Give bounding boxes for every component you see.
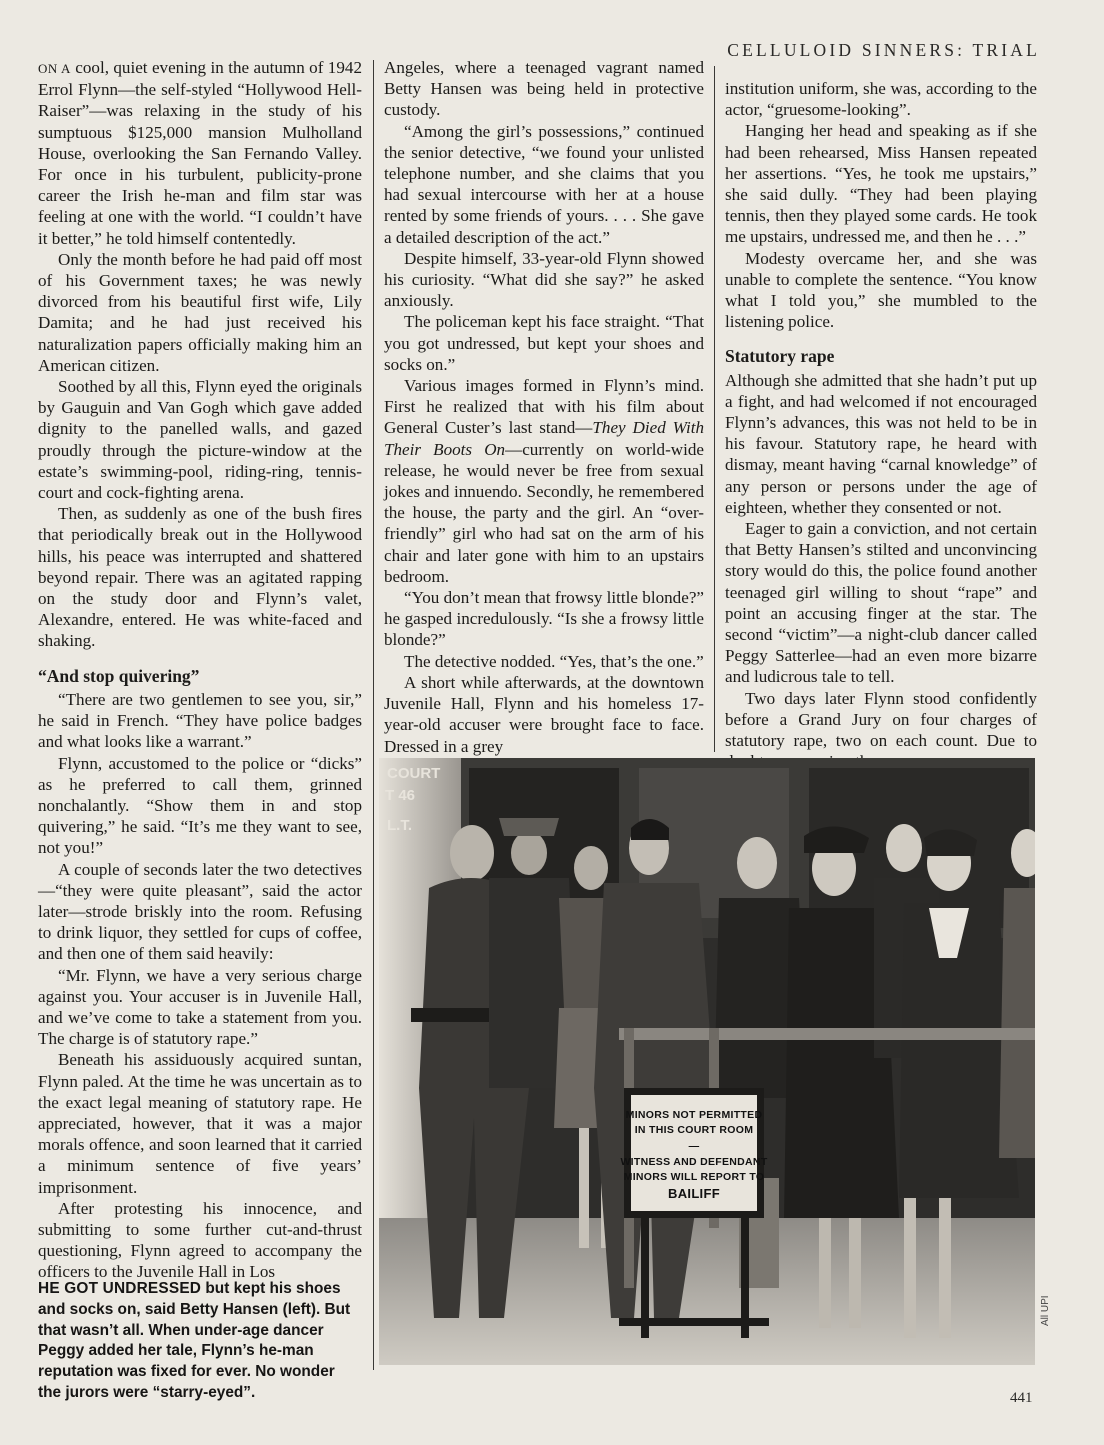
paragraph: institution uniform, she was, according to the actor, “gruesome-looking”. — [725, 79, 1037, 120]
sign-line: WITNESS AND DEFENDANT — [620, 1156, 768, 1168]
film-title: They Died With Their Boots On — [384, 418, 704, 459]
paragraph: Despite himself, 33-year-old Flynn showed his curiosity. “What did she say?” he asked anxiously. — [384, 248, 704, 311]
article-column-2 — [384, 57, 704, 757]
caption-lead: HE GOT UNDRESSED — [38, 1280, 202, 1297]
paragraph: Then, as suddenly as one of the bush fires that periodically break out in the Hollywood hills, his peace was interrupted and shattered beyond repair. There was an agitated rapping on the study door and Flynn’s valet, Alexandre, entered. He was white-faced and shaking. — [38, 504, 362, 651]
paragraph — [38, 57, 362, 249]
paragraph: Modesty overcame her, and she was unable to complete the sentence. “You know what I told you,” she mumbled to the listening police. — [725, 248, 1037, 332]
paragraph-text: Various images formed in Flynn’s mind. First he realized that with his film about General Custer’s last stand— — [384, 376, 704, 438]
courtroom-photo — [379, 758, 1035, 1365]
paragraph: A couple of seconds later the two detectives—“they were quite pleasant”, said the actor later—strode briskly into the room. Refusing to drink liquor, they settled for cups of coffee, and then one of them said heavily: — [38, 859, 362, 964]
paragraph-text: —currently on world-wide release, he would never be free from sexual jokes and innuendo. Secondly, he remembered the house, the party and the girl. An “over-friendly” girl who had sat on the arm of his chair and later gone with him to an upstairs bedroom. — [384, 439, 704, 586]
column-divider — [714, 66, 715, 752]
page-number: 441 — [1010, 1390, 1033, 1406]
photo-credit: All UPI — [1040, 1295, 1051, 1326]
paragraph: “You don’t mean that frowsy little blonde?” he gasped incredulously. “Is she a frowsy little blonde?” — [384, 588, 704, 650]
paragraph: Soothed by all this, Flynn eyed the originals by Gauguin and Van Gogh which gave added dignity to the panelled walls, and gazed proudly through the picture-window at the estate’s swimming-pool, riding-ring, tennis-court and cock-fighting arena. — [38, 377, 362, 503]
subheading: “And stop quivering” — [38, 665, 200, 686]
caption-text: but kept his shoes and socks on, said Betty Hansen (left). But that wasn’t all. When under-age dancer Peggy added her tale, Flynn’s he-man reputation was fixed for ever. No wonder the jurors were “starry-eyed”. — [38, 1280, 351, 1401]
article-column-3 — [725, 78, 1037, 773]
paragraph: Hanging her head and speaking as if she had been rehearsed, Miss Hansen repeated her assertions. “Yes, he took me upstairs,” she said dully. “They had been playing tennis, then they played some cards. He took me upstairs, undressed me, and then he . . .” — [725, 121, 1037, 247]
wall-sign-text: T 46 — [385, 787, 416, 804]
paragraph: Beneath his assiduously acquired suntan, Flynn paled. At the time he was uncertain as to the exact legal meaning of statutory rape. He appreciated, however, that it was a major morals offence, and soon learned that it carried a minimum sentence of five years’ imprisonment. — [38, 1050, 362, 1197]
wall-sign-text: COURT — [387, 765, 441, 782]
sign-line: BAILIFF — [668, 1186, 720, 1201]
paragraph: The policeman kept his face straight. “That you got undressed, but kept your shoes and socks on.” — [384, 312, 704, 374]
photo-caption — [38, 1279, 360, 1404]
paragraph: Angeles, where a teenaged vagrant named Betty Hansen was being held in protective custody. — [384, 58, 704, 120]
paragraph — [384, 375, 704, 587]
paragraph: Flynn, accustomed to the police or “dicks” as he preferred to call them, grinned nonchalantly. “Show them in and stop quivering,” he said. “It’s me they want to see, not you!” — [38, 753, 362, 858]
column-divider — [373, 60, 374, 1370]
sign-line: IN THIS COURT ROOM — [634, 1124, 754, 1136]
article-column-1 — [38, 57, 362, 1283]
paragraph: “There are two gentlemen to see you, sir,” he said in French. “They have police badges and what looks like a warrant.” — [38, 689, 362, 752]
paragraph: “Among the girl’s possessions,” continued the senior detective, “we found your unlisted telephone number, and she claims that you had sexual intercourse with her at a house rented by some friends of yours. . . . She gave a detailed description of the act.” — [384, 121, 704, 247]
small-caps-lead: ON A — [38, 61, 71, 76]
paragraph: After protesting his innocence, and submitting to some further cut-and-thrust questioning, Flynn agreed to accompany the officers to the Juvenile Hall in Los — [38, 1198, 362, 1282]
paragraph: “Mr. Flynn, we have a very serious charge against you. Your accuser is in Juvenile Hall, and we’ve come to take a statement from you. The charge is of statutory rape.” — [38, 965, 362, 1049]
paragraph: A short while afterwards, at the downtown Juvenile Hall, Flynn and his homeless 17-year-old accuser were brought face to face. Dressed in a grey — [384, 672, 704, 756]
paragraph: The detective nodded. “Yes, that’s the one.” — [404, 651, 704, 671]
paragraph-text: cool, quiet evening in the autumn of 1942 Errol Flynn—the self-styled “Hollywood Hell-Raiser”—was relaxing in the study of his sumptuous $125,000 mansion Mulholland House, overlooking the San Fernando Valley. For once in his turbulent, publicity-prone career the Irish he-man and film star was feeling at one with the world. “I couldn’t have it better,” he told himself contentedly. — [38, 58, 362, 248]
paragraph: Although she admitted that she hadn’t put up a fight, and had welcomed if not encouraged Flynn’s advances, this was not held to be in his favour. Statutory rape, he heard with dismay, meant having “carnal knowledge” of any person or persons under the age of eighteen, whether they consented or not. — [725, 370, 1037, 517]
paragraph: Only the month before he had paid off most of his Government taxes; he was newly divorced from his beautiful first wife, Lily Damita; and he had just received his naturalization papers officially making him an American citizen. — [38, 249, 362, 375]
running-head: CELLULOID SINNERS: TRIAL — [727, 40, 1040, 60]
photo-illustration — [379, 758, 1035, 1365]
paragraph: Eager to gain a conviction, and not certain that Betty Hansen’s stilted and unconvincing story would do this, the police found another teenaged girl willing to shout “rape” and point an accusing finger at the star. The second “victim”—a night-club dancer called Peggy Satterlee—had an even more bizarre and ludicrous tale to tell. — [725, 519, 1037, 687]
paragraph: Two days later Flynn stood confidently before a Grand Jury on four charges of statutory rape, two on each count. Due to — [725, 688, 1037, 751]
sign-line: MINORS WILL REPORT TO — [623, 1171, 765, 1183]
sign-line: — — [688, 1140, 700, 1152]
wall-sign-text: L.T. — [387, 817, 412, 834]
sign-line: MINORS NOT PERMITTED — [625, 1109, 763, 1121]
subheading: Statutory rape — [725, 346, 835, 367]
